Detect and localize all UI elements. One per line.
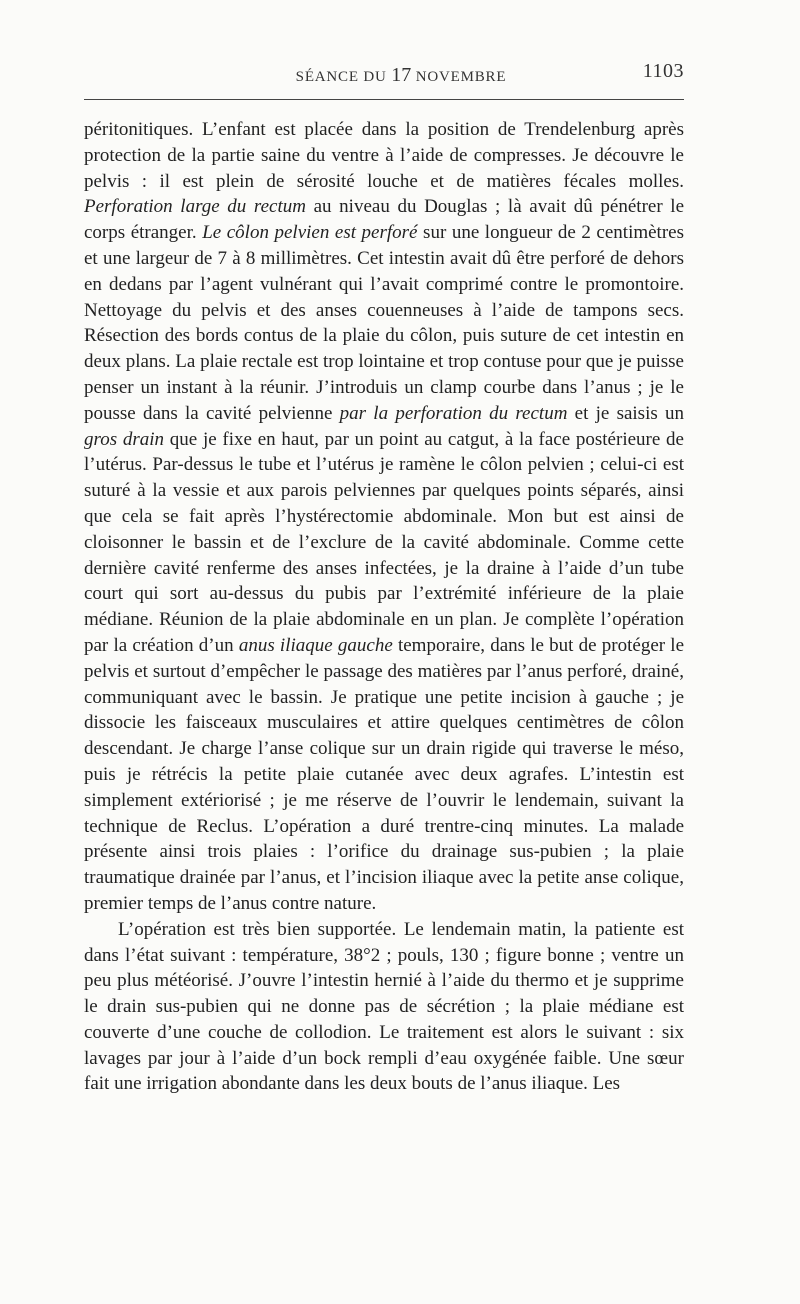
text-run: sur une longueur de 2 centimètres et une largeur de 7 à 8 millimètres. Cet intestin avait dû être perforé de dehors en dedans par l’agent vulnérant qui l’avait comprimé contre le promontoire. Nettoyage du pelvis et des anses couenneuses à l’aide de tampons secs. Résection des bords contus de la plaie du côlon, puis suture de cet intestin en deux plans. La plaie rectale est trop lointaine et trop contuse pour que je puisse penser un instant à la réunir. J’introduis un clamp courbe dans l’anus ; je le pousse dans la cavité pelvienne <box>84 222 684 424</box>
italic-run: par la perforation du rectum <box>339 402 568 424</box>
text-run: au niveau du Douglas ; là avait dû pénétrer le corps étranger. <box>84 196 685 244</box>
title-prefix: SÉANCE DU <box>295 69 392 85</box>
page-number: 1103 <box>642 60 684 82</box>
italic-run: Le côlon pelvien est perforé <box>202 222 418 244</box>
italic-run: Perforation large du rectum <box>84 196 306 218</box>
text-run: temporaire, dans le but de protéger le pelvis et surtout d’empêcher le passage des matières par l’anus perforé, drainé, communiquant avec le bassin. Je pratique une petite incision à gauche ; je dissocie les faisceaux musculaires et attire quelques centimètres de côlon descendant. Je charge l’anse colique sur un drain rigide qui traverse le méso, puis je rétrécis la petite plaie cutanée avec deux agrafes. L’intestin est simplement extériorisé ; je me réserve de l’ouvrir le lendemain, suivant la technique de Reclus. L’opération a duré trentre-cinq minutes. La malade présente ainsi trois plaies : l’orifice du drainage sus-pubien ; la plaie traumatique drainée par l’anus, et l’incision iliaque avec la petite anse colique, premier temps de l’anus contre nature. <box>84 634 685 914</box>
italic-run: gros drain <box>84 428 165 450</box>
text-run: péritonitiques. L’enfant est placée dans la position de Trendelenburg après protection de la partie saine du ventre à l’aide de compresses. Je découvre le pelvis : il est plein de sérosité louche et de matières fécales molles. <box>84 119 684 192</box>
text-run: et je saisis un <box>567 402 684 424</box>
running-head-title <box>84 64 684 87</box>
italic-run: anus iliaque gauche <box>238 634 393 656</box>
paragraph <box>84 117 684 917</box>
paragraph <box>84 917 684 1098</box>
title-suffix: NOVEMBRE <box>411 69 507 85</box>
header-rule <box>84 99 684 100</box>
running-head <box>84 60 684 86</box>
title-day: 17 <box>391 64 412 86</box>
text-run: L’opération est très bien supportée. Le lendemain matin, la patiente est dans l’état suivant : température, 38°2 ; pouls, 130 ; figure bonne ; ventre un peu plus météorisé. J’ouvre l’intestin hernié à l’aide du thermo et je supprime le drain sus-pubien qui ne donne pas de sécrétion ; la plaie médiane est couverte d’une couche de collodion. Le traitement est alors le suivant : six lavages par jour à l’aide d’un bock rempli d’eau oxygénée faible. Une sœur fait une irrigation abondante dans les deux bouts de l’anus iliaque. Les <box>84 918 684 1095</box>
body-text <box>84 117 684 1097</box>
text-run: que je fixe en haut, par un point au catgut, à la face postérieure de l’utérus. Par-dessus le tube et l’utérus je ramène le côlon pelvien ; celui-ci est suturé à la vessie et aux parois pelviennes par quelques points séparés, ainsi que cela se fait après l’hystérectomie abdominale. Mon but est ainsi de cloisonner le bassin et de l’exclure de la cavité abdominale. Comme cette dernière cavité renferme des anses infectées, je la draine à l’aide d’un tube court qui sort au-dessus du pubis par l’extrémité inférieure de la plaie médiane. Réunion de la plaie abdominale en un plan. Je complète l’opération par la création d’un <box>84 428 684 656</box>
